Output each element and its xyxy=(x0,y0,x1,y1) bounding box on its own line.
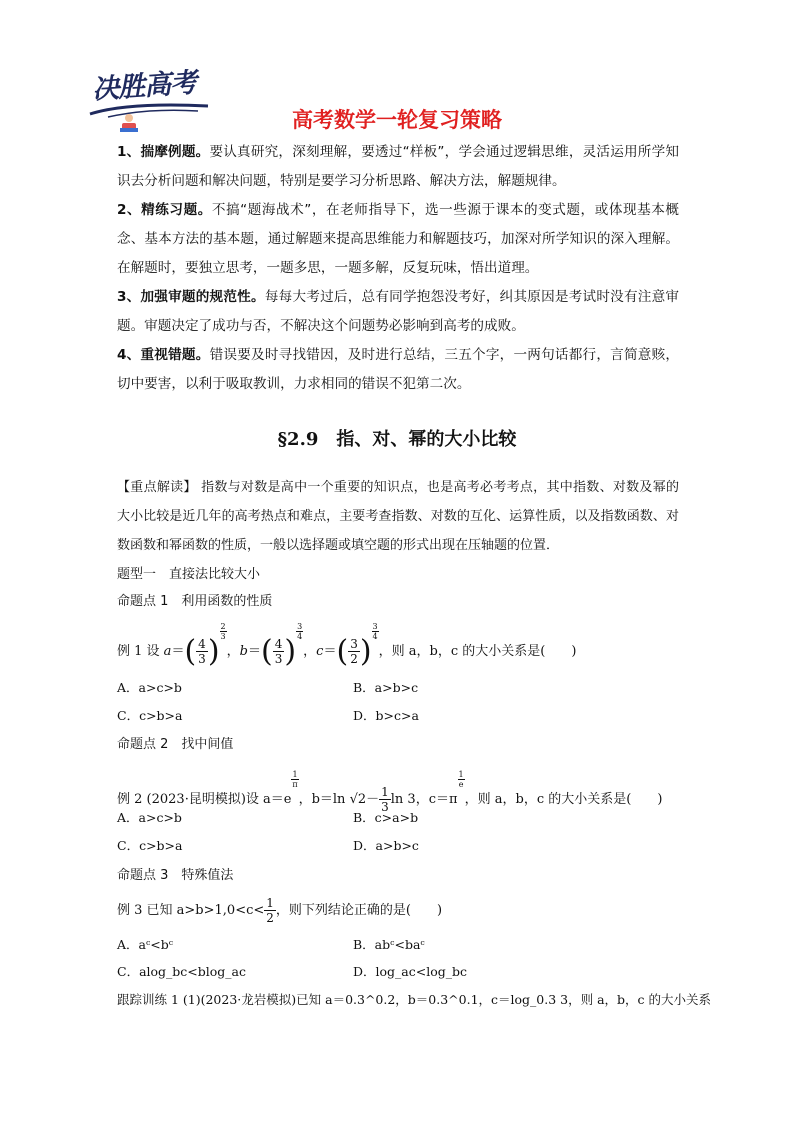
ex3-option-d: D．log_ac<log_bc xyxy=(353,964,468,979)
ex2-c-exp: $\frac{1}{e}$ xyxy=(458,770,464,789)
strategy-1-title: 1、揣摩例题。 xyxy=(117,144,210,160)
ex1-b-exp: $\frac{3}{4}$ xyxy=(297,622,303,641)
ex3-option-a: A．aᶜ<bᶜ xyxy=(117,937,174,952)
type-heading: 题型一 直接法比较大小 xyxy=(117,567,261,582)
ex2-prefix: 例 2 (2023·昆明模拟)设 a＝e xyxy=(117,792,292,807)
ex3-option-b: B．abᶜ<baᶜ xyxy=(353,937,425,952)
point-3-heading: 命题点 3 特殊值法 xyxy=(117,868,234,883)
ex2-option-d: D．a>b>c xyxy=(353,838,419,853)
strategy-3-title: 3、加强审题的规范性。 xyxy=(117,289,265,305)
logo-text: 决胜高考 xyxy=(91,67,198,106)
point-2-heading: 命题点 2 找中间值 xyxy=(117,737,234,752)
ex1-a-frac: $\frac{4}{3}$ xyxy=(198,637,206,666)
ex2-option-b: B．c>a>b xyxy=(353,810,419,825)
ex2-option-c: C．c>b>a xyxy=(117,838,183,853)
strategy-4-body: 错误要及时寻找错因，及时进行总结，三五个字，一两句话都行，言简意赅，切中要害，以利于吸取教训，力求相同的错误不犯第二次。 xyxy=(117,347,679,392)
main-title: 高考数学一轮复习策略 xyxy=(292,108,502,132)
key-reading: 【重点解读】 指数与对数是高中一个重要的知识点，也是高考必考考点，其中指数、对数及幂的大小比较是近几年的高考热点和难点，主要考查指数、对数的互化、运算性质，以及指数函数、对数函数和幂函数的性质，一般以选择题或填空题的形式出现在压轴题的位置． xyxy=(117,480,679,553)
ex1-option-b: B．a>b>c xyxy=(353,680,419,695)
ex1-option-d: D．b>c>a xyxy=(353,708,419,723)
ex1-option-a: A．a>c>b xyxy=(117,680,182,695)
point-1-heading: 命题点 1 利用函数的性质 xyxy=(117,594,273,609)
ex2-option-a: A．a>c>b xyxy=(117,810,182,825)
ex3-prefix: 例 3 已知 a>b>1,0<c< xyxy=(117,903,265,918)
ex2-b-frac: $\frac{1}{3}$ xyxy=(381,785,389,814)
ex1-c-exp: $\frac{3}{4}$ xyxy=(372,622,378,641)
ex1-prefix: 例 1 设 xyxy=(117,644,164,659)
ex1-a-exp: $\frac{2}{3}$ xyxy=(220,622,226,641)
ex3-suffix: ，则下列结论正确的是( ) xyxy=(275,903,443,918)
ex2-b-tail: ln 3，c＝π xyxy=(390,792,458,807)
strategy-2-title: 2、精练习题。 xyxy=(117,202,212,218)
example-3 xyxy=(117,896,442,925)
strategy-1 xyxy=(117,138,679,196)
section-title: §2.9 指、对、幂的大小比较 xyxy=(277,429,517,450)
example-1: 例 1 设 a＝( $\frac{4}{3}$ ) $\frac{2}{3}$，b＝( $\frac{4}{3}$ ) $\frac{3}{4}$，c＝( $\frac{3}{2}$ ) $\frac{3}{4}$，则 a，b，c 的大小关系是( ) xyxy=(117,622,577,669)
ex1-option-c: C．c>b>a xyxy=(117,708,183,723)
ex2-suffix: ，则 a，b，c 的大小关系是( ) xyxy=(464,792,663,807)
strategy-2 xyxy=(117,196,679,283)
strategy-2-body: 不搞“题海战术”，在老师指导下，选一些源于课本的变式题，或体现基本概念、基本方法的基本题，通过解题来提高思维能力和解题技巧，加深对所学知识的深入理解。在解题时，要独立思考，一题多思，一题多解，反复玩味，悟出道理。 xyxy=(117,202,679,276)
ex2-b-text: ，b＝ln √2－ xyxy=(298,792,380,807)
ex3-frac: $\frac{1}{2}$ xyxy=(266,896,274,925)
ex3-option-c: C．alog_bc<blog_ac xyxy=(117,964,246,979)
strategy-4 xyxy=(117,341,679,399)
strategy-1-body: 要认真研究，深刻理解，要透过“样板”，学会通过逻辑思维，灵活运用所学知识去分析问题和解决问题，特别是要学习分析思路、解决方法，解题规律。 xyxy=(117,144,679,189)
ex1-suffix: ，则 a，b，c 的大小关系是( ) xyxy=(378,644,577,659)
strategy-4-title: 4、重视错题。 xyxy=(117,347,210,363)
ex1-b-frac: $\frac{4}{3}$ xyxy=(274,637,283,666)
tracking-exercise: 跟踪训练 1 (1)(2023·龙岩模拟)已知 a＝0.3^0.2，b＝0.3^0.1，c＝log_0.3 3，则 a，b，c 的大小关系 xyxy=(117,992,712,1007)
ex2-a-exp: $\frac{1}{\pi}$ xyxy=(292,770,298,789)
strategy-3 xyxy=(117,283,679,341)
strategy-3-body: 每每大考过后，总有同学抱怨没考好，纠其原因是考试时没有注意审题。审题决定了成功与否，不解决这个问题势必影响到高考的成败。 xyxy=(117,289,679,334)
ex1-c-frac: $\frac{3}{2}$ xyxy=(350,637,358,666)
